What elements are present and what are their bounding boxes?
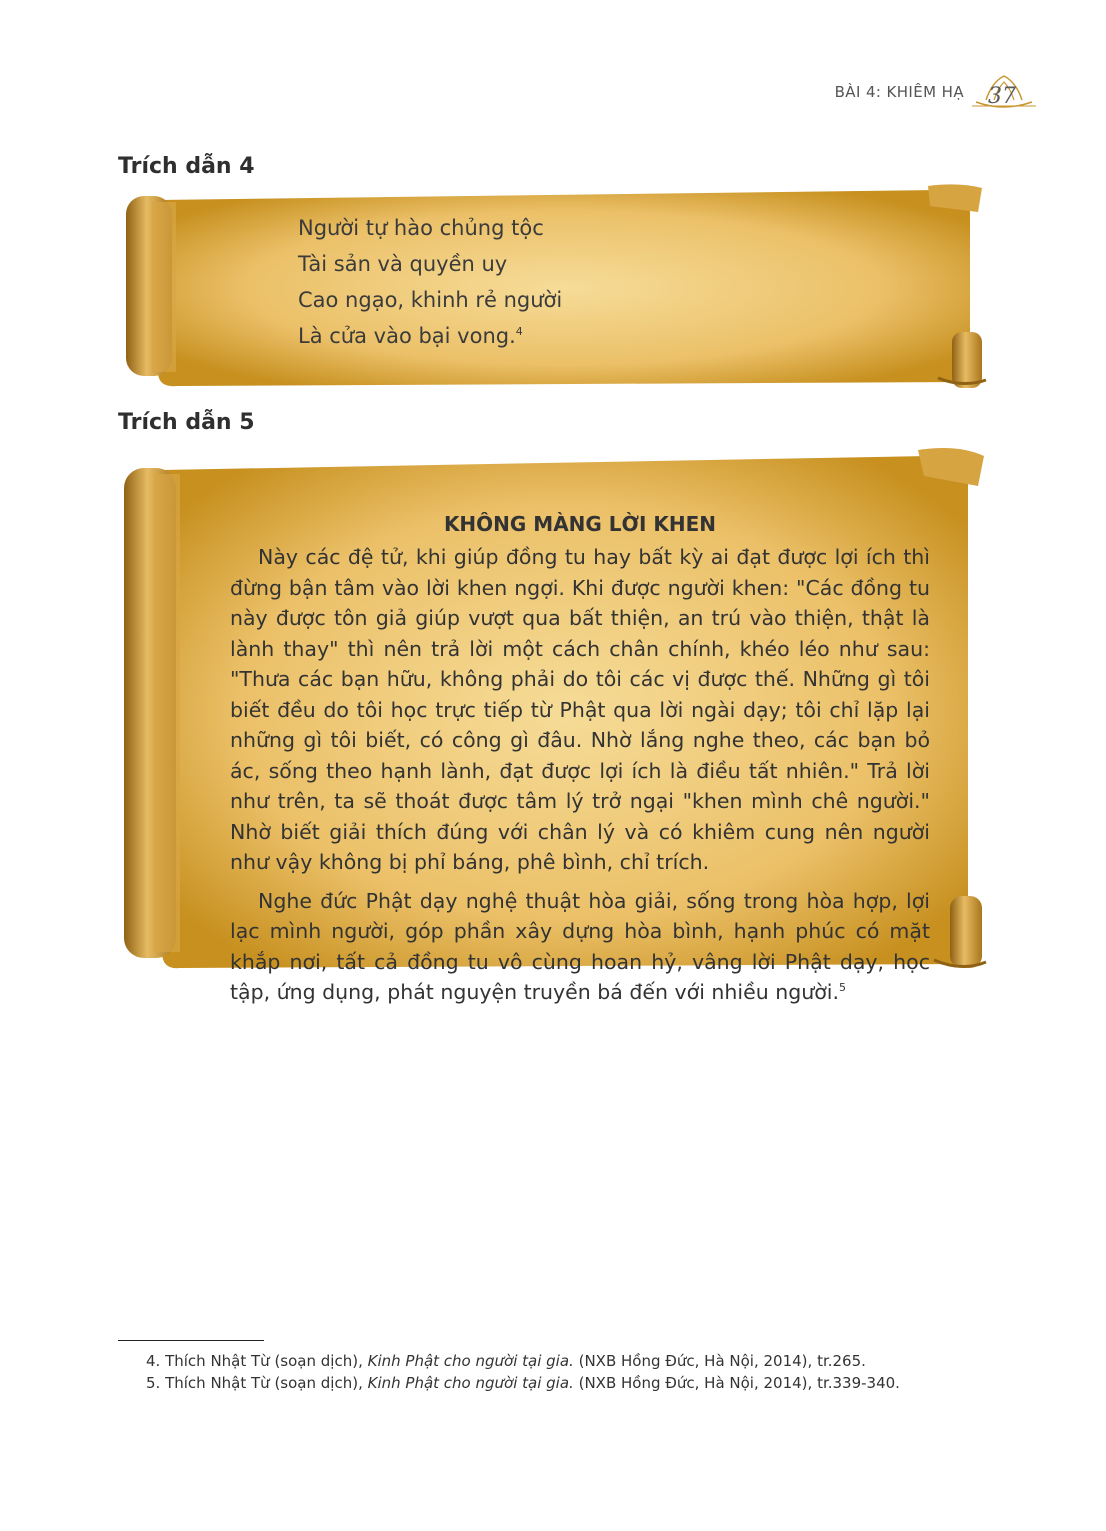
page-header bbox=[835, 72, 1036, 112]
footnote-item: 5. Thích Nhật Từ (soạn dịch), Kinh Phật cho người tại gia. (NXB Hồng Đức, Hà Nội, 2014), tr.339-340. bbox=[146, 1374, 900, 1392]
poem-line: Người tự hào chủng tộc bbox=[298, 216, 544, 240]
footnote-divider bbox=[118, 1340, 264, 1341]
quote5-body bbox=[230, 542, 930, 1008]
quote5-paragraph bbox=[230, 886, 930, 1008]
chapter-title: BÀI 4: KHIÊM HẠ bbox=[834, 83, 964, 101]
poem-line bbox=[298, 318, 562, 354]
lotus-icon bbox=[972, 72, 1036, 112]
footnotes bbox=[118, 1350, 988, 1394]
footnote-ref: 4 bbox=[515, 325, 523, 338]
quote5-paragraph-text: Nghe đức Phật dạy nghệ thuật hòa giải, sống trong hòa hợp, lợi lạc mình người, góp phần xây dựng hòa bình, hạnh phúc có mặt khắp nơi, tất cả đồng tu vô cùng hoan hỷ, vâng lời Phật dạy, học tập, ứng dụng, phát nguyện truyền bá đến với nhiều người. bbox=[230, 888, 930, 1004]
page-number: 37 bbox=[988, 84, 1016, 109]
poem-line: Cao ngạo, khinh rẻ người bbox=[298, 288, 563, 312]
quote4-heading: Trích dẫn 4 bbox=[118, 154, 255, 179]
footnote-ref: 5 bbox=[838, 981, 846, 995]
poem-line-text: Là cửa vào bại vong. bbox=[298, 324, 516, 348]
quote5-title: KHÔNG MÀNG LỜI KHEN bbox=[443, 512, 717, 536]
quote4-poem bbox=[298, 210, 562, 354]
quote5-paragraph: Này các đệ tử, khi giúp đồng tu hay bất kỳ ai đạt được lợi ích thì đừng bận tâm vào lời khen ngợi. Khi được người khen: "Các đồng tu này được tôn giả giúp vượt qua bất thiện, an trú vào thiện, thật là lành thay" thì nên trả lời một cách chân chính, khéo léo như sau: "Thưa các bạn hữu, không phải do tôi các vị được thế. Những gì tôi biết đều do tôi học trực tiếp từ Phật qua lời ngài dạy; tôi chỉ lặp lại những gì tôi biết, có công gì đâu. Nhờ lắng nghe theo, các bạn bỏ ác, sống theo hạnh lành, đạt được lợi ích là điều tất nhiên." Trả lời như trên, ta sẽ thoát được tâm lý trở ngại "khen mình chê người." Nhờ biết giải thích đúng với chân lý và có khiêm cung nên người như vậy không bị phỉ báng, phê bình, chỉ trích. bbox=[230, 545, 930, 874]
footnote-item: 4. Thích Nhật Từ (soạn dịch), Kinh Phật cho người tại gia. (NXB Hồng Đức, Hà Nội, 2014), tr.265. bbox=[146, 1352, 866, 1370]
poem-line: Tài sản và quyền uy bbox=[298, 252, 508, 276]
quote5-heading: Trích dẫn 5 bbox=[118, 410, 255, 435]
